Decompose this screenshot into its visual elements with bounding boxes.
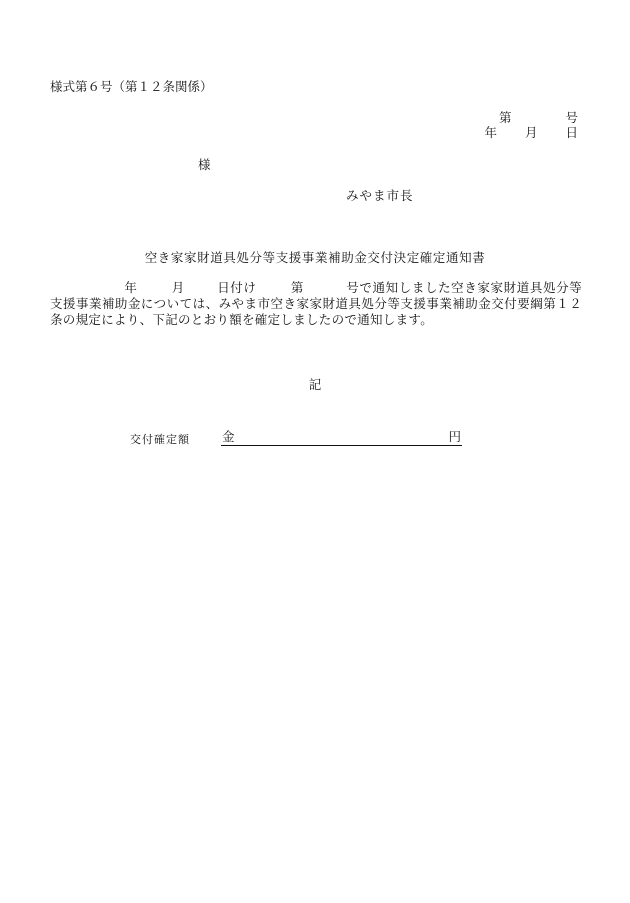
doc-number-prefix: 第 (498, 110, 512, 125)
amount-suffix: 円 (448, 429, 461, 444)
sender-name: みやま市長 (346, 188, 414, 203)
document-title: 空き家家財道具処分等支援事業補助金交付決定確定通知書 (144, 250, 486, 265)
body-month: 月 (171, 280, 185, 295)
body-paragraph (50, 280, 582, 328)
document-number (499, 110, 578, 126)
issue-date (484, 125, 578, 141)
date-month: 月 (524, 125, 538, 140)
ki-heading: 記 (308, 377, 322, 392)
body-year: 年 (124, 280, 138, 295)
date-year: 年 (484, 125, 497, 140)
body-text: 号で通知しました空き家家財道具処分等支援事業補助金については、みやま市空き家家財道具処分等支援事業補助金交付要綱第１２条の規定により、下記のとおり額を確定しましたので通知します。 (50, 280, 582, 327)
form-number: 様式第６号（第１２条関係） (50, 79, 213, 94)
amount-field (221, 429, 462, 446)
body-day-dated: 日付け (216, 280, 257, 295)
amount-prefix: 金 (222, 429, 235, 444)
doc-number-suffix: 号 (565, 110, 578, 125)
addressee-honorific: 様 (198, 157, 211, 172)
date-day: 日 (565, 125, 578, 140)
amount-label: 交付確定額 (130, 433, 190, 446)
body-no-prefix: 第 (290, 280, 304, 295)
